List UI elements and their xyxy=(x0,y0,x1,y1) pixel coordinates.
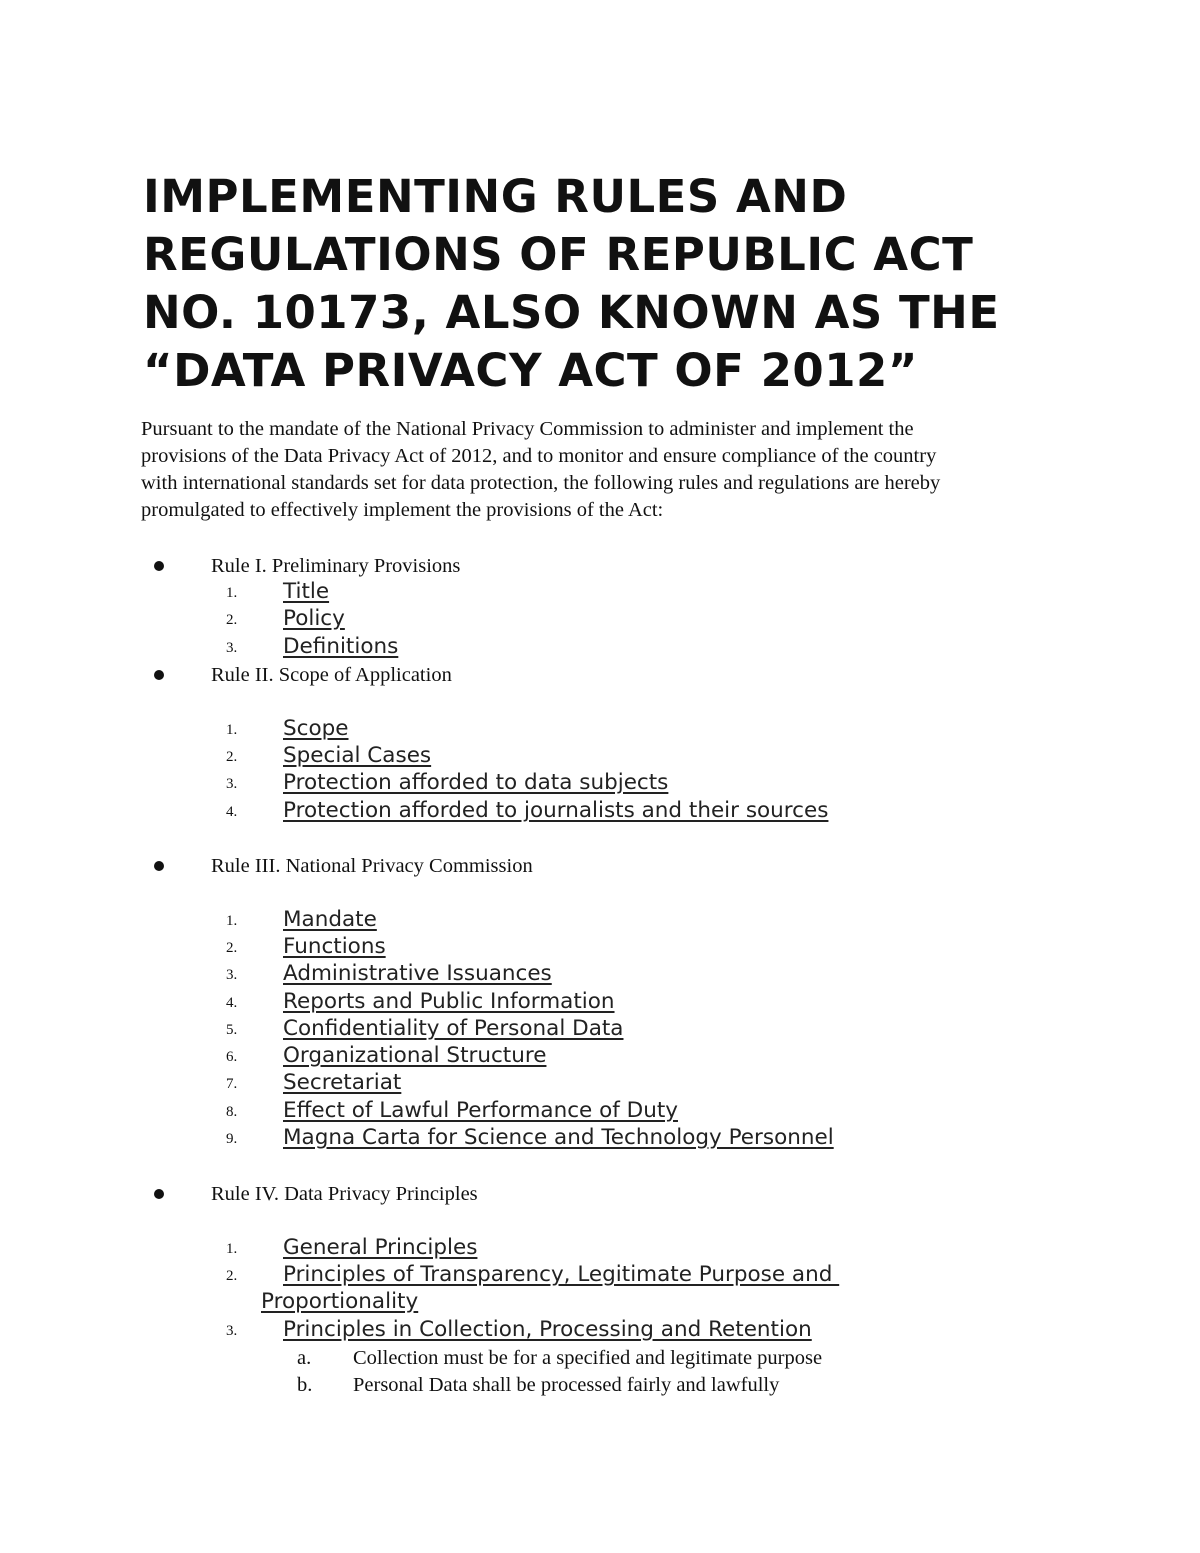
item-number: 1. xyxy=(226,1241,238,1257)
item-number: 2. xyxy=(226,749,238,765)
toc-link-organizational-structure[interactable]: Organizational Structure xyxy=(283,1043,547,1068)
toc-link-administrative-issuances[interactable]: Administrative Issuances xyxy=(283,961,552,986)
subitem-text: Personal Data shall be processed fairly and lawfully xyxy=(353,1374,780,1396)
item-number: 5. xyxy=(226,1022,238,1038)
rule-heading: Rule I. Preliminary Provisions xyxy=(211,555,461,577)
bullet-icon xyxy=(154,670,164,680)
toc-link-transparency-principles-continued[interactable]: Proportionality xyxy=(261,1289,419,1314)
item-number: 1. xyxy=(226,722,238,738)
toc-link-effect-lawful-performance[interactable]: Effect of Lawful Performance of Duty xyxy=(283,1098,678,1123)
toc-link-collection-principles[interactable]: Principles in Collection, Processing and Retention xyxy=(283,1317,812,1342)
toc-link-scope[interactable]: Scope xyxy=(283,716,349,741)
title-line: REGULATIONS OF REPUBLIC ACT xyxy=(143,228,974,281)
intro-line: Pursuant to the mandate of the National Privacy Commission to administer and implement the xyxy=(141,418,914,440)
toc-link-definitions[interactable]: Definitions xyxy=(283,634,399,659)
toc-link-protection-journalists[interactable]: Protection afforded to journalists and their sources xyxy=(283,798,829,823)
rule-heading: Rule IV. Data Privacy Principles xyxy=(211,1183,478,1205)
item-number: 1. xyxy=(226,585,238,601)
toc-link-title[interactable]: Title xyxy=(283,579,330,604)
toc-link-confidentiality[interactable]: Confidentiality of Personal Data xyxy=(283,1016,624,1041)
subitem-text: Collection must be for a specified and legitimate purpose xyxy=(353,1347,823,1369)
toc-link-special-cases[interactable]: Special Cases xyxy=(283,743,432,768)
subitem-letter: b. xyxy=(297,1374,313,1396)
toc-link-protection-data-subjects[interactable]: Protection afforded to data subjects xyxy=(283,770,669,795)
intro-line: provisions of the Data Privacy Act of 2012, and to monitor and ensure compliance of the country xyxy=(141,445,937,467)
item-number: 2. xyxy=(226,940,238,956)
toc-link-general-principles[interactable]: General Principles xyxy=(283,1235,478,1260)
bullet-icon xyxy=(154,861,164,871)
intro-paragraph xyxy=(141,416,1071,524)
item-number: 2. xyxy=(226,612,238,628)
item-number: 1. xyxy=(226,913,238,929)
item-number: 8. xyxy=(226,1104,238,1120)
toc-link-policy[interactable]: Policy xyxy=(283,606,345,631)
item-number: 4. xyxy=(226,995,238,1011)
item-number: 2. xyxy=(226,1268,238,1284)
toc-link-mandate[interactable]: Mandate xyxy=(283,907,377,932)
toc-link-magna-carta[interactable]: Magna Carta for Science and Technology Personnel xyxy=(283,1125,834,1150)
intro-line: with international standards set for data protection, the following rules and regulations are hereby xyxy=(141,472,941,494)
toc-link-secretariat[interactable]: Secretariat xyxy=(283,1070,402,1095)
title-line: IMPLEMENTING RULES AND xyxy=(143,170,848,223)
toc-link-transparency-principles[interactable]: Principles of Transparency, Legitimate Purpose and xyxy=(283,1262,840,1287)
toc-link-reports[interactable]: Reports and Public Information xyxy=(283,989,615,1014)
document-title xyxy=(143,168,1103,400)
toc-link-functions[interactable]: Functions xyxy=(283,934,386,959)
rule-heading: Rule II. Scope of Application xyxy=(211,664,452,686)
intro-line: promulgated to effectively implement the provisions of the Act: xyxy=(141,499,664,521)
item-number: 6. xyxy=(226,1049,238,1065)
item-number: 7. xyxy=(226,1076,238,1092)
item-number: 9. xyxy=(226,1131,238,1147)
item-number: 3. xyxy=(226,967,238,983)
item-number: 3. xyxy=(226,776,238,792)
item-number: 4. xyxy=(226,804,238,820)
rule-heading: Rule III. National Privacy Commission xyxy=(211,855,533,877)
subitem-letter: a. xyxy=(297,1347,312,1369)
bullet-icon xyxy=(154,561,164,571)
bullet-icon xyxy=(154,1189,164,1199)
title-line: NO. 10173, ALSO KNOWN AS THE xyxy=(143,286,1000,339)
item-number: 3. xyxy=(226,1323,238,1339)
item-number: 3. xyxy=(226,640,238,656)
title-line: “DATA PRIVACY ACT OF 2012” xyxy=(143,344,918,397)
